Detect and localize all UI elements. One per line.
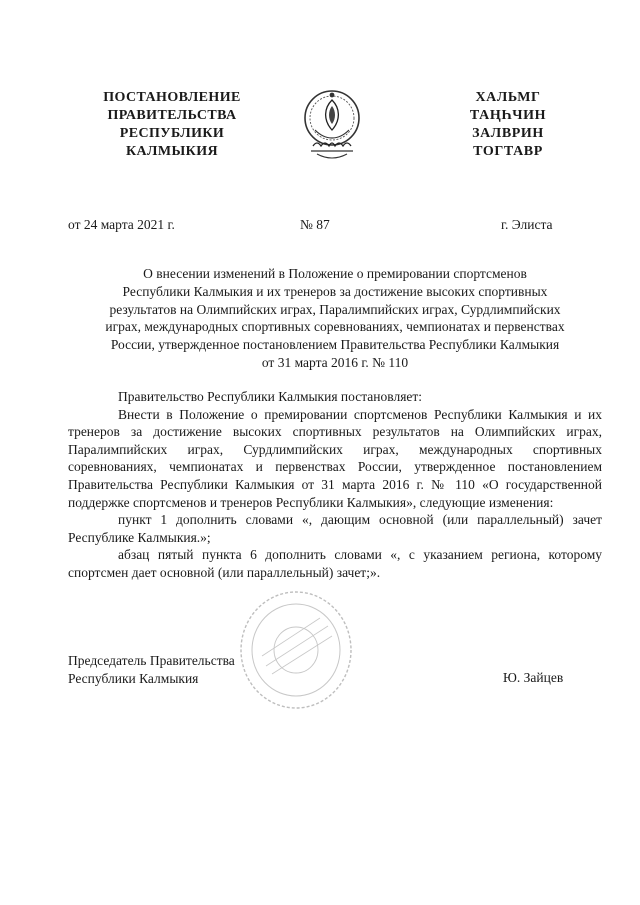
signature-block xyxy=(68,652,235,687)
body-paragraph-changes: Внести в Положение о премировании спортсменов Республики Калмыкия и их тренеров за достижение высоких спортивных результатов на Олимпийских играх, Паралимпийских играх, Сурдлимпийских играх, международных спортивных соревнованиях, чемпионатах и первенствах России, утвержденное постановлением Правительства Республики Калмыкия от 31 марта 2016 г. № 110 «О государственной поддержке спортсменов и тренеров Республики Калмыкия», следующие изменения: xyxy=(68,406,602,510)
document-number: № 87 xyxy=(300,217,330,232)
document-city: г. Элиста xyxy=(501,217,553,232)
signer-title-line-1: Председатель Правительства xyxy=(68,653,235,668)
signer-name: Ю. Зайцев xyxy=(503,670,564,685)
title-line-1: О внесении изменений в Положение о премировании спортсменов xyxy=(143,266,527,281)
header-right-line-4: ТОГТАВР xyxy=(473,144,543,159)
header-right-line-1: ХАЛЬМГ xyxy=(475,90,541,105)
header-left-line-3: РЕСПУБЛИКИ xyxy=(119,126,225,141)
document-body xyxy=(68,388,602,582)
header-russian xyxy=(88,89,256,161)
signer-title-line-2: Республики Калмыкия xyxy=(68,670,199,686)
title-line-2: Республики Калмыкия и их тренеров за достижение высоких спортивных xyxy=(122,283,548,299)
body-paragraph-decree: Правительство Республики Калмыкия постановляет: xyxy=(118,389,423,404)
document-title xyxy=(88,265,582,372)
header-right-line-2: ТАҢҺЧИН xyxy=(469,108,547,123)
header-left-line-4: КАЛМЫКИЯ xyxy=(125,144,218,159)
title-line-4: играх, международных спортивных соревнованиях, чемпионатах и первенствах xyxy=(105,319,565,335)
header-kalmyk xyxy=(448,89,568,161)
body-paragraph-item-1: пункт 1 дополнить словами «, дающим основной (или параллельный) зачет Республике Калмыкия.»; xyxy=(68,512,602,545)
header-right-line-3: ЗАЛВРИН xyxy=(472,126,544,141)
official-stamp xyxy=(236,588,356,713)
header-left-line-1: ПОСТАНОВЛЕНИЕ xyxy=(103,90,241,105)
header-left-line-2: ПРАВИТЕЛЬСТВА xyxy=(107,108,237,123)
kalmykia-emblem xyxy=(301,80,363,164)
title-line-5: России, утвержденное постановлением Правительства Республики Калмыкия xyxy=(110,337,560,353)
title-line-6: от 31 марта 2016 г. № 110 xyxy=(261,354,409,370)
document-date: от 24 марта 2021 г. xyxy=(68,217,175,232)
title-line-3: результатов на Олимпийских играх, Паралимпийских играх, Сурдлимпийских xyxy=(109,301,561,317)
body-paragraph-item-6: абзац пятый пункта 6 дополнить словами «, с указанием региона, которому спортсмен дает основной (или параллельный) зачет;». xyxy=(68,547,602,580)
